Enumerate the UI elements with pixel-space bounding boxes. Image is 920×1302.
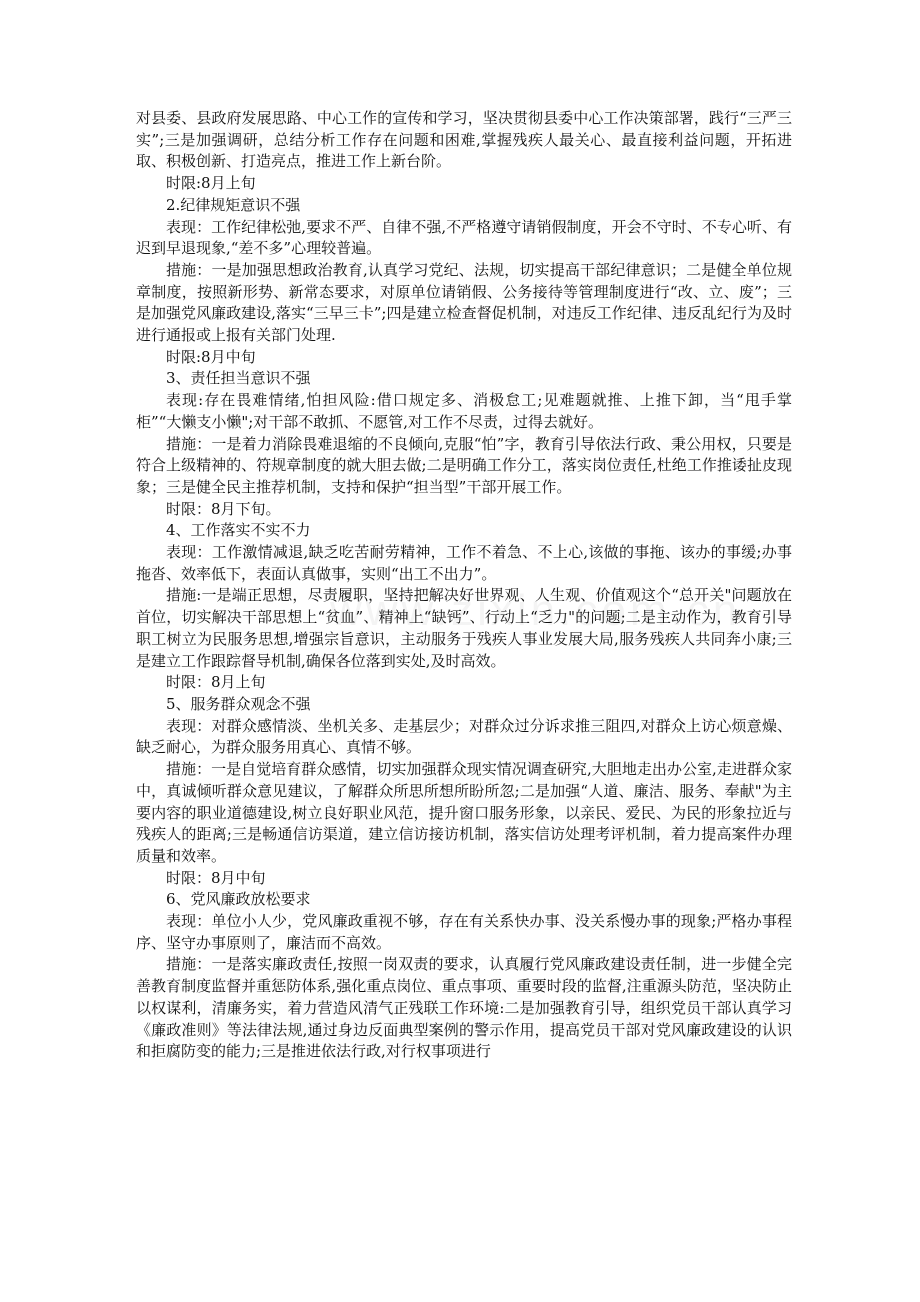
- paragraph: 时限：8月下旬。: [166, 499, 281, 518]
- paragraph: 4、工作落实不实不力: [166, 521, 311, 540]
- paragraph: 表现:存在畏难情绪,怕担风险:借口规定多、消极怠工;见难题就推、上推下卸，当“甩手掌柜”“大懒支小懒";对干部不敢抓、不愿管,对工作不尽责，过得去就好。: [136, 391, 792, 431]
- paragraph: 时限：8月中旬: [166, 868, 266, 887]
- paragraph: 时限：8月上旬: [166, 673, 266, 692]
- paragraph: 措施：一是加强思想政治教育,认真学习党纪、法规，切实提高干部纪律意识；二是健全单位规章制度，按照新形势、新常态要求，对原单位请销假、公务接待等管理制度进行“改、立、废”；三是加强党风廉政建设,落实“三早三卡”;四是建立检查督促机制，对违反工作纪律、违反乱纪行为及时进行通报或上报有关部门处理.: [136, 260, 792, 345]
- paragraph: 时限:8月中旬: [166, 347, 256, 366]
- paragraph: 5、服务群众观念不强: [166, 694, 311, 713]
- document-body: [136, 108, 792, 1063]
- paragraph: 措施：一是落实廉政责任,按照一岗双责的要求，认真履行党风廉政建设责任制，进一步健全完善教育制度监督并重惩防体系,强化重点岗位、重点事项、重要时段的监督,注重源头防范，坚决防止以权谋利，清廉务实，着力营造风清气正残联工作环境:二是加强教育引导，组织党员干部认真学习《廉政准则》等法律法规,通过身边反面典型案例的警示作用，提高党员干部对党风廉政建设的认识和拒腐防变的能力;三是推进依法行政,对行权事项进行: [136, 955, 792, 1061]
- paragraph: 对县委、县政府发展思路、中心工作的宣传和学习，坚决贯彻县委中心工作决策部署，践行“三严三实”;三是加强调研，总结分析工作存在问题和困难,掌握残疾人最关心、最直接利益问题，开拓进取、积极创新、打造亮点，推进工作上新台阶。: [136, 109, 792, 171]
- paragraph: 时限:8月上旬: [166, 174, 256, 193]
- paragraph: 表现：工作激情减退,缺乏吃苦耐劳精神，工作不着急、不上心,该做的事拖、该办的事缓;办事拖沓、效率低下，表面认真做事，实则“出工不出力”。: [136, 543, 792, 583]
- paragraph: 3、责任担当意识不强: [166, 369, 311, 388]
- paragraph: 措施：一是着力消除畏难退缩的不良倾向,克服“怕”字，教育引导依法行政、秉公用权，只要是符合上级精神的、符规章制度的就大胆去做;二是明确工作分工，落实岗位责任,杜绝工作推诿扯皮现象；三是健全民主推荐机制，支持和保护“担当型”干部开展工作。: [136, 434, 792, 496]
- paragraph: 表现：对群众感情淡、坐机关多、走基层少；对群众过分诉求推三阻四,对群众上访心烦意燥、缺乏耐心，为群众服务用真心、真情不够。: [136, 716, 792, 757]
- paragraph: 措施:一是端正思想，尽责履职，坚持把解决好世界观、人生观、价值观这个“总开关"问题放在首位，切实解决干部思想上“贫血”、精神上“缺钙”、行动上“乏力"的问题;二是主动作为，教育引导职工树立为民服务思想,增强宗旨意识，主动服务于残疾人事业发展大局,服务残疾人共同奔小康;三是建立工作跟踪督导机制,确保各位落到实处,及时高效。: [136, 586, 792, 670]
- paragraph: 2.纪律规矩意识不强: [166, 195, 301, 214]
- paragraph: 措施：一是自觉培育群众感情，切实加强群众现实情况调查研究,大胆地走出办公室,走进群众家中，真诚倾听群众意见建议，了解群众所思所想所盼所忽;二是加强“人道、廉洁、服务、奉献"为主要内容的职业道德建设,树立良好职业风范，提升窗口服务形象，以亲民、爱民、为民的形象拉近与残疾人的距离;三是畅通信访渠道，建立信访接访机制，落实信访处理考评机制，着力提高案件办理质量和效率。: [136, 760, 792, 865]
- paragraph: 表现：工作纪律松弛,要求不严、自律不强,不严格遵守请销假制度，开会不守时、不专心听、有迟到早退现象,“差不多”心理较普遍。: [136, 217, 792, 258]
- paragraph: 6、党风廉政放松要求: [166, 890, 311, 909]
- paragraph: 表现：单位小人少，党风廉政重视不够，存在有关系快办事、没关系慢办事的现象;严格办事程序、坚守办事原则了，廉洁而不高效。: [136, 912, 792, 952]
